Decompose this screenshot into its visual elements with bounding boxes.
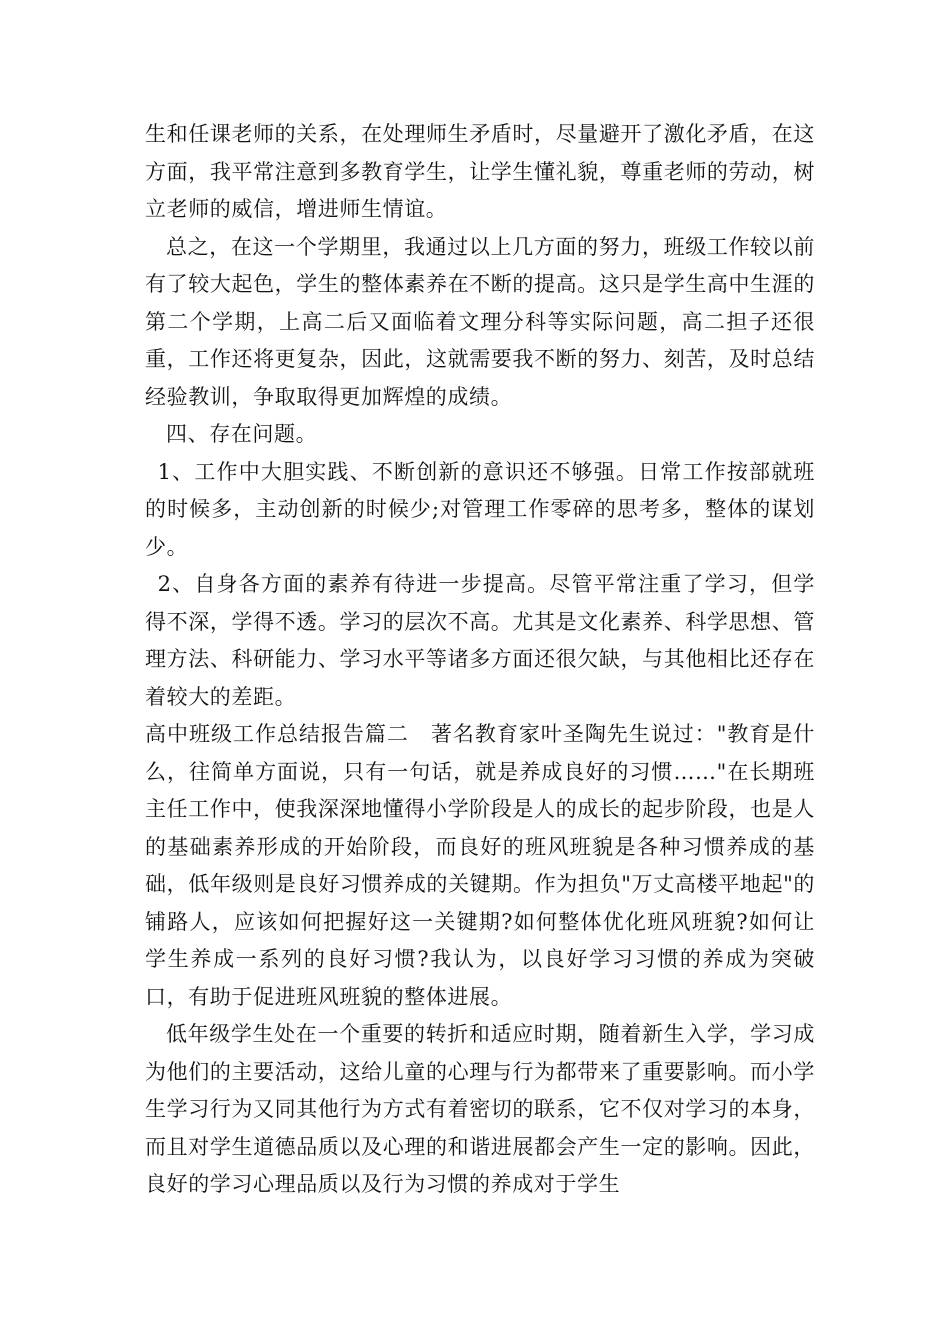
paragraph-teacher-relations: 生和任课老师的关系，在处理师生矛盾时，尽量避开了激化矛盾，在这方面，我平常注意到多教育学生，让学生懂礼貌，尊重老师的劳动，树立老师的威信，增进师生情谊。 xyxy=(145,122,815,221)
paragraph-summary: 总之，在这一个学期里，我通过以上几方面的努力，班级工作较以前有了较大起色，学生的整体素养在不断的提高。这只是学生高中生涯的第二个学期，上高二后又面临着文理分科等实际问题，高二担子还很重，工作还将更复杂，因此，这就需要我不断的努力、刻苦，及时总结经验教训，争取取得更加辉煌的成绩。 xyxy=(145,234,815,409)
document-body xyxy=(145,116,815,1204)
section-heading-problems: 四、存在问题。 xyxy=(166,422,318,446)
paragraph-problem-2: 2、自身各方面的素养有待进一步提高。尽管平常注重了学习，但学得不深，学得不透。学习的层次不高。尤其是文化素养、科学思想、管理方法、科研能力、学习水平等诸多方面还很欠缺，与其他相比还存在着较大的差距。 xyxy=(145,572,815,709)
paragraph-problem-1: 1、工作中大胆实践、不断创新的意识还不够强。日常工作按部就班的时候多，主动创新的时候少;对管理工作零碎的思考多，整体的谋划少。 xyxy=(145,459,815,559)
paragraph-report-two-intro: 高中班级工作总结报告篇二 著名教育家叶圣陶先生说过："教育是什么，往简单方面说，只有一句话，就是养成良好的习惯……"在长期班主任工作中，使我深深地懂得小学阶段是人的成长的起步阶段，也是人的基础素养形成的开始阶段，而良好的班风班貌是各种习惯养成的基础，低年级则是良好习惯养成的关键期。作为担负"万丈高楼平地起"的铺路人，应该如何把握好这一关键期?如何整体优化班风班貌?如何让学生养成一系列的良好习惯?我认为，以良好学习习惯的养成为突破口，有助于促进班风班貌的整体进展。 xyxy=(145,722,815,1009)
paragraph-low-grade-students: 低年级学生处在一个重要的转折和适应时期，随着新生入学，学习成为他们的主要活动，这给儿童的心理与行为都带来了重要影响。而小学生学习行为又同其他行为方式有着密切的联系，它不仅对学习的本身，而且对学生道德品质以及心理的和谐进展都会产生一定的影响。因此，良好的学习心理品质以及行为习惯的养成对于学生 xyxy=(145,1022,815,1196)
